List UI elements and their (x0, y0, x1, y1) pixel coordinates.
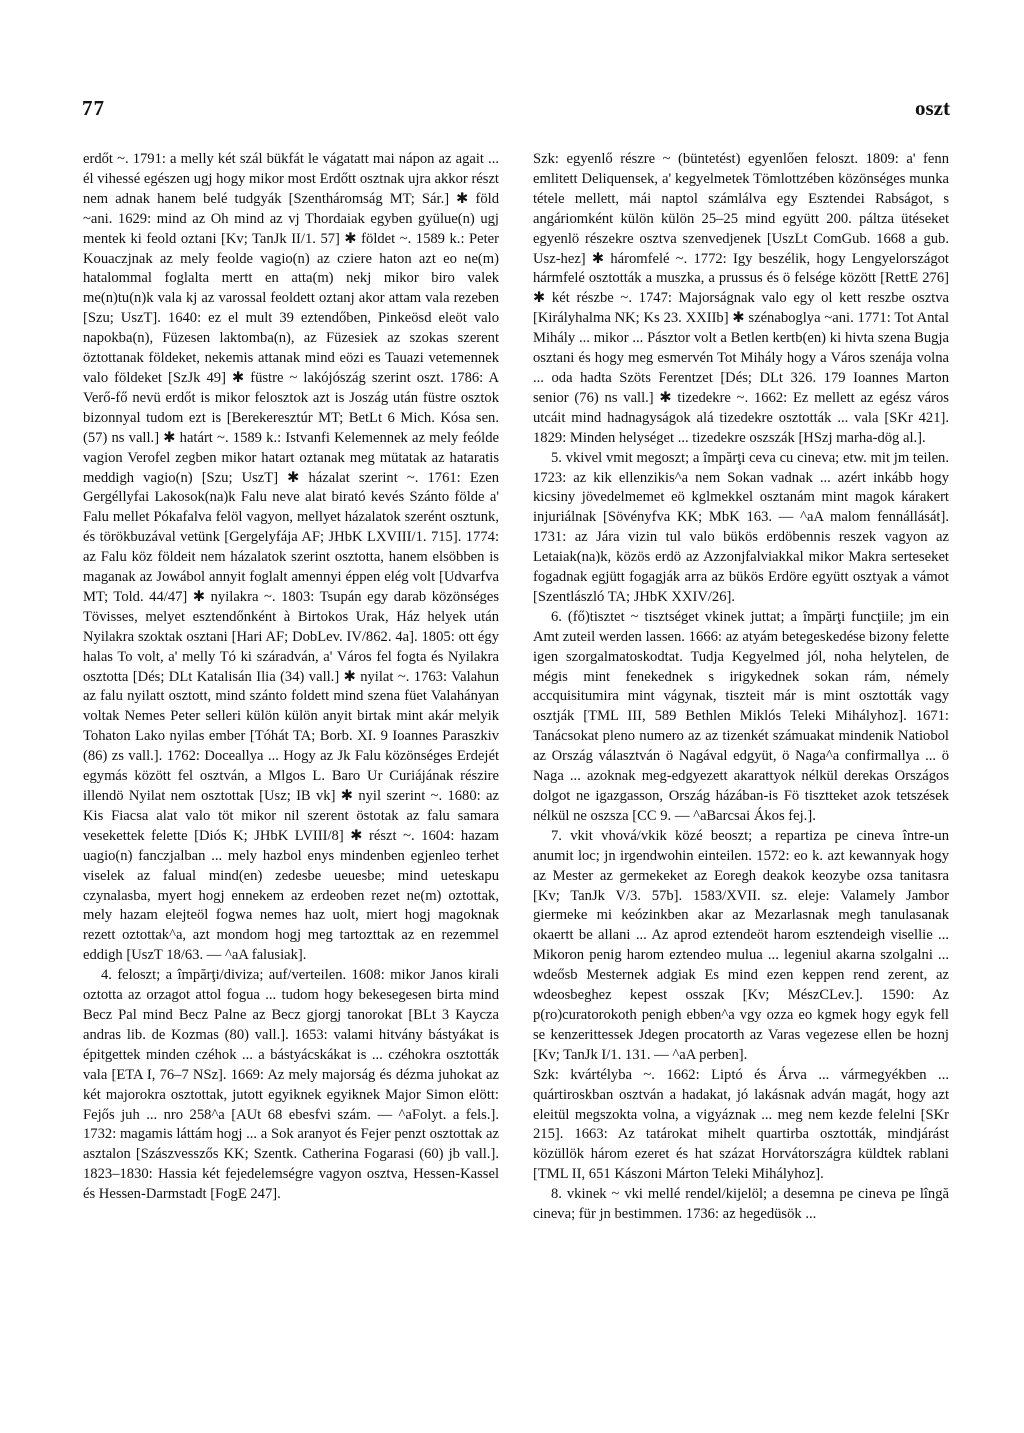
page-number: 77 (82, 96, 105, 120)
entry-paragraph: 8. vkinek ~ vki mellé rendel/kijelöl; a desemna pe cineva pe lîngă cineva; für jn bestimmen. 1736: az hegedüsök ... (533, 1186, 949, 1223)
dictionary-body (83, 150, 951, 1370)
entry-paragraph: 5. vkivel vmit megoszt; a împărţi ceva cu cineva; etw. mit jm teilen. 1723: az kik ellenzikis^a nem Sokan vadnak ... azért inkább hogy kicsiny jövedelmemet eö kglmekkel osztanám mint magok kárakert injuriálnak [Sövényfva KK; MbK 163. — ^aA malom fennállását]. 1731: az Jára vizin tul valo bükös erdöbennis reszek vagyon az Letaiak(na)k, közös erdö az Azzonjfalviakkal mikor Makra serteseket fogadnak egjütt fogagják arra az bükös Erdöre együtt osztyak a vámot [Szentlászló TA; JHbK XXIV/26]. (533, 449, 949, 605)
left-column (83, 150, 499, 1205)
running-head: oszt (915, 96, 950, 120)
page-header (82, 96, 950, 126)
entry-paragraph: erdőt ~. 1791: a melly két szál bükfát le vágatatt mai nápon az agait ... él vihessé egészen ugj hogy mikor most Erdőtt osztnak ujra akkor részt nem adnak hanem belé tudgyák [Szentháromság MT; Sár.] ✱ föld ~ani. 1629: mind az Oh mind az vj Thordaiak egyben gyülue(n) ugj mentek ki feold oztani [Kv; TanJk II/1. 57] ✱ földet ~. 1589 k.: Peter Kouaczjnak az mely feolde vagio(n) az cziere haton azt eo ne(m) hatalommal foglalta mertt en atta(m) nekj mikor biro valek me(n)tu(n)k vala kj az varossal feoldett oztanj akor attam vala rezeben [Szu; UszT]. 1640: ez el mult 39 eztendőben, Pinkeösd eleöt valo napokba(n), Füzesen laktomba(n), az Füzesiek az szokas szerent öztottanak földeket, nekemis attanak mind eözi es Tauazi vetemennek valo földeket [SzJk 49] ✱ füstre ~ lakójószág szerint oszt. 1786: A Verő-fő nevü erdőt is mikor felosztok azt is Joszág után füstre osztok bizonnyal tudom ezt is [Berekeresztúr MT; BetLt 6 Mich. Kósa sen. (57) ns vall.] ✱ határt ~. 1589 k.: Istvanfi Kelemennek az mely feólde vagion Verofel zegben mikor hatart oztanak meg mütatak az hataratis meddigh vagio(n) [Szu; UszT] ✱ házalat szerint ~. 1761: Ezen Gergéllyfai Lakosok(na)k Falu neve alat birató kevés Szánto földe a' Falu mellet Pókafalva felöl vagyon, mellyet házalatok szerént osztunk, és törökbuzával vetünk [Gergelyfája AF; JHbK LXVIII/1. 715]. 1774: az Falu köz földeit nem házalatok szerint osztotta, hanem elsöbben is maganak az Jowábol annyit foglalt amennyi éppen elég volt [Udvarfva MT; Told. 44/47] ✱ nyilakra ~. 1803: Tsupán egy darab közönséges Tövisses, melyet esztendőnként à Birtokos Urak, Ház helyek után Nyilakra szoktak osztani [Hari AF; DobLev. IV/862. 4a]. 1805: ott égy halas To volt, a' melly Tó ki száradván, a' Város fel fogta és Nyilakra osztotta [Dés; DLt Katalisán Ilia (34) vall.] ✱ nyilat ~. 1763: Valahun az falu nyilatt osztott, mind szánto foldett mind szena füet Valahányan voltak Nemes Peter selleri külön külön anyit birtak mint akár melyik Tohaton Lako nyilas ember [Tóhát TA; Borb. XI. 9 Ioannes Paraszkiv (86) zs vall.]. 1762: Doceallya ... Hogy az Jk Falu közönséges Erdejét egymás között fel osztván, a Mlgos L. Baro Ur Curiájának részire illendö Nyilat nem osztottak [Usz; IB vk] ✱ nyil szerint ~. 1680: az Kis Fiacsa alat valo töt mikor nil szerent östotak az falu samara vesekettek felette [Diós K; JHbK LVIII/8] ✱ részt ~. 1604: hazam uagio(n) fanczjalban ... mely hazbol enys mindenben egjenleo terhet viselek az falual mind(en) zedesbe ueuesbe; mind ueteskapu czynalasba, myert hogj ennekem az erdeoben rezet ne(m) oztottak, mely hazam elejteöl fogwa nemes haz uolt, miert hogj magoknak rezett oztottak^a, azt mondom hogj meg tartozttak az en rezemmel eddigh [UszT 18/63. — ^aA falusiak]. (83, 151, 499, 964)
entry-paragraph: 4. feloszt; a împărţi/diviza; auf/verteilen. 1608: mikor Janos kirali oztotta az orzagot attol fogua ... tudom hogy bekesegesen birta mind Becz Pal mind Becz Palne az Becz gjorgj tanorokat [BLt 3 Kaycza andras lib. de Kozmas (80) vall.]. 1653: valami hitvány bástyákat is épitgettek minden czéhok ... a bástyácskákat is ... czéhokra osztották vala [ETA I, 76–7 NSz]. 1669: Az mely majorság és dézma juhokat az két majorokra osztottak, jutott egyiknek egyiknek Major Simon elött: Fejős juh ... nro 258^a [AUt 68 ebesfvi szám. — ^aFolyt. a fels.]. 1732: magamis láttám hogj ... a Sok aranyot és Fejer penzt osztottak az asztalon [Szászvesszős KK; Szentk. Catherina Fogarasi (60) jb vall.]. 1823–1830: Hassia két fejedelemségre vagyon osztva, Hessen-Kassel és Hessen-Darmstadt [FogE 247]. (83, 967, 499, 1203)
entry-paragraph: 7. vkit vhová/vkik közé beoszt; a repartiza pe cineva între-un anumit loc; jn irgendwohin einteilen. 1572: eo k. azt kewannyak hogy az Mester az germekeket az Eoregh deakok keozybe ozsa tanitasra [Kv; TanJk V/3. 57b]. 1583/XVII. sz. eleje: Valamely Jambor giermeke mi keózinkben akar az Mezarlasnak megh tanulasanak okaertt be allani ... Az aprod eztendeöt harom esztendeigh visellie ... Mikoron penig harom eztendeo mulua ... legeniul akarna szolgalni ... wdeősb Mesternek adgiak Es mind ezen keppen rend zerent, az wdeosbeghez kepest osszak [Kv; MészCLev.]. 1590: Az p(ro)curatorokoth penigh ebben^a vgy ozza eo kgmek hogy egyk fell se kenzerittessek Jdegen procatorth az Varas vegezese ellen be hoznj [Kv; TanJk I/1. 131. — ^aA perben]. (533, 827, 949, 1063)
entry-paragraph: Szk: kvártélyba ~. 1662: Liptó és Árva ... vármegyékben ... quártiroskban osztván a hadakat, jó lakásnak adván magát, hogy azt eleitül megszokta volna, a vigyáznak ... meg nem kezde felelni [SKr 215]. 1663: Az tatárokat mihelt quartirba osztották, mindjárást közüllök három ezeret és hat százat Horvátországra küldtek rablani [TML II, 651 Kászoni Márton Teleki Mihályhoz]. (533, 1066, 949, 1183)
right-column (533, 150, 949, 1225)
entry-paragraph: 6. (fő)tisztet ~ tisztséget vkinek juttat; a împărţi funcţiile; jm ein Amt zuteil werden lassen. 1666: az atyám betegeskedése bizony felette igen szorgalmatoskodtat. Tudja Kegyelmed jól, noha helytelen, de mégis mint fenekednek s irigykednek sokan rám, némely accquisitumira mint vágynak, tiszteit már is mint osztották vagy osztják [TML III, 589 Bethlen Miklós Teleki Mihályhoz]. 1671: Tanácsokat pleno numero az az tizenkét számuakat mindenik Natiobol az Ország választván ö Nagával edgyüt, ö Naga^a confirmallya ... ö Naga ... azoknak meg-edgyezett akarattyok nélkül derekas Országos dolgot ne igazgasson, Ország házában-is Fö tisztteket azok tetszések nélkül ne oszsza [CC 9. — ^aBarcsai Ákos fej.]. (533, 608, 949, 824)
entry-paragraph: Szk: egyenlő részre ~ (büntetést) egyenlően feloszt. 1809: a' fenn emlitett Deliquensek, a' kegyelmetek Tömlottzében közönséges munka tétele mellett, mái naptol számlálva egy Esztendei Rabságot, s angáriomként külön külön 25–25 mind együtt 200. páltza ütéseket egyenlö részekre osztva szenvedjenek [UszLt ComGub. 1668 a gub. Usz-hez] ✱ háromfelé ~. 1772: Igy beszélik, hogy Lengyelországot hármfelé osztották a muszka, a prussus és ö felsége között [RettE 276] ✱ két részbe ~. 1747: Majorságnak valo egy ol kett reszbe osztva [Királyhalma NK; Ks 23. XXIIb] ✱ szénaboglya ~ani. 1771: Tot Antal Mihály ... mikor ... Pásztor volt a Betlen kertb(en) ki hivta szena Bugja osztani és hogy meg esmervén Tot Mihály hogy a Város szenája volna ... oda hadta Szöts Ferentzet [Dés; DLt 326. 179 Ioannes Marton senior (76) ns vall.] ✱ tizedekre ~. 1662: Ez mellett az egész város utcáit mind hadnagyságok alá tizedekre osztották ... vala [SKr 421]. 1829: Minden helységet ... tizedekre oszszák [HSzj marha-dög al.]. (533, 151, 949, 446)
